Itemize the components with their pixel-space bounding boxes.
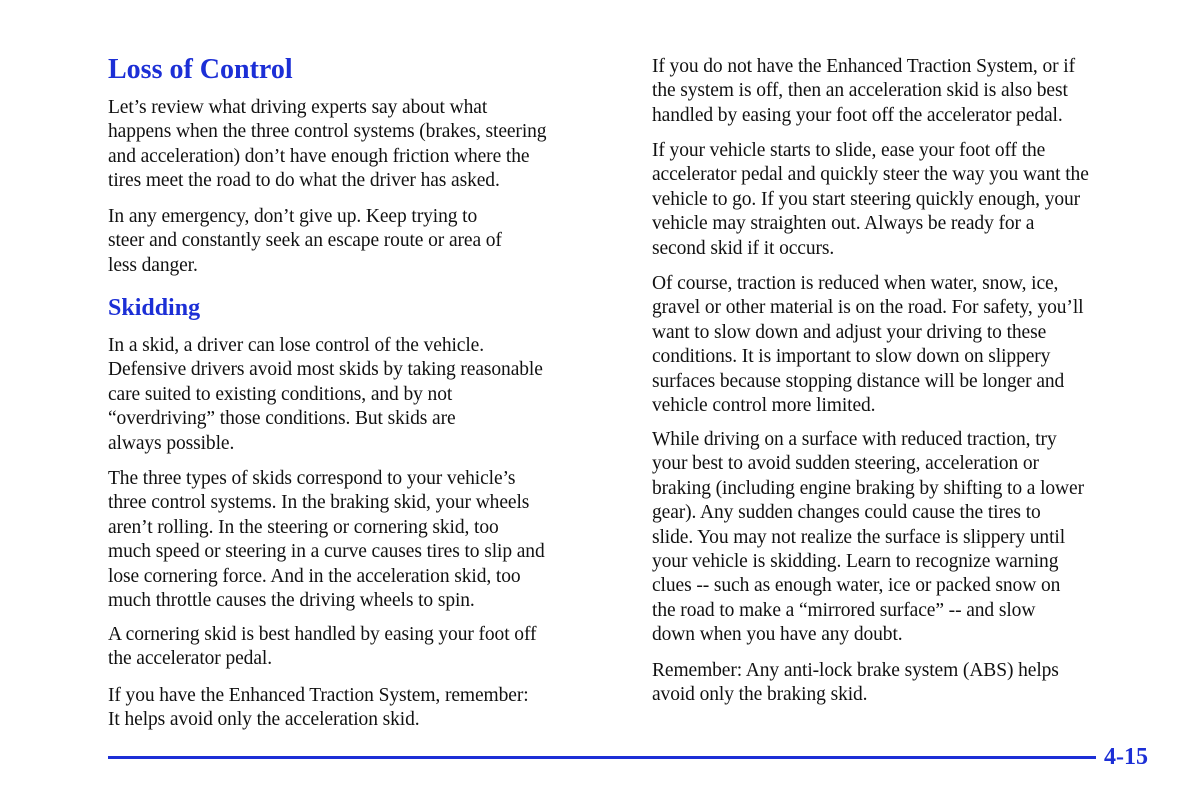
text-line: surfaces because stopping distance will be longer and [652, 370, 1065, 392]
road-conditions-paragraph [652, 272, 1083, 418]
text-line: While driving on a surface with reduced traction, try [652, 429, 1057, 450]
text-line: gear). Any sudden changes could cause the tires to [652, 502, 1041, 524]
slide-paragraph [652, 139, 1089, 261]
text-line: If you have the Enhanced Traction System, remember: [108, 685, 529, 706]
text-line: accelerator pedal and quickly steer the way you want the [652, 164, 1089, 186]
text-line: Of course, traction is reduced when water, snow, ice, [652, 273, 1059, 294]
skid-paragraph [108, 334, 543, 456]
text-line: vehicle control more limited. [652, 395, 876, 417]
text-line: A cornering skid is best handled by easing your foot off [108, 624, 537, 645]
text-line: conditions. It is important to slow down on slippery [652, 346, 1051, 368]
text-line: lose cornering force. And in the acceleration skid, too [108, 565, 521, 587]
text-line: Let’s review what driving experts say about what [108, 97, 488, 118]
emergency-paragraph [108, 205, 502, 278]
subsection-heading: Skidding [108, 295, 201, 321]
intro-paragraph [108, 96, 546, 194]
abs-paragraph [652, 659, 1059, 708]
text-line: braking (including engine braking by shifting to a lower [652, 477, 1084, 499]
text-line: and acceleration) don’t have enough friction where the [108, 145, 530, 167]
text-line: second skid if it occurs. [652, 237, 835, 259]
text-line: slide. You may not realize the surface is slippery until [652, 526, 1066, 548]
text-line: care suited to existing conditions, and by not [108, 383, 453, 405]
text-line: If you do not have the Enhanced Traction System, or if [652, 56, 1075, 77]
text-line: Defensive drivers avoid most skids by taking reasonable [108, 359, 543, 381]
text-line: vehicle to go. If you start steering quickly enough, your [652, 188, 1081, 210]
reduced-traction-paragraph [652, 428, 1084, 648]
text-line: handled by easing your foot off the accelerator pedal. [652, 104, 1063, 126]
text-line: happens when the three control systems (brakes, steering [108, 121, 547, 143]
text-line: vehicle may straighten out. Always be ready for a [652, 213, 1035, 235]
skid-types-paragraph [108, 467, 545, 613]
text-line: down when you have any doubt. [652, 624, 903, 646]
text-line: avoid only the braking skid. [652, 684, 868, 706]
text-line: aren’t rolling. In the steering or cornering skid, too [108, 516, 499, 538]
text-line: the road to make a “mirrored surface” -- and slow [652, 599, 1036, 621]
text-line: your vehicle is skidding. Learn to recognize warning [652, 551, 1059, 573]
text-line: much throttle causes the driving wheels to spin. [108, 590, 475, 612]
traction-system-paragraph [108, 684, 529, 733]
text-line: The three types of skids correspond to your vehicle’s [108, 468, 516, 489]
text-line: three control systems. In the braking skid, your wheels [108, 492, 530, 514]
no-traction-system-paragraph [652, 55, 1075, 128]
text-line: “overdriving” those conditions. But skids are [108, 408, 456, 430]
text-line: If your vehicle starts to slide, ease your foot off the [652, 140, 1046, 161]
text-line: Remember: Any anti-lock brake system (ABS) helps [652, 660, 1059, 681]
text-line: clues -- such as enough water, ice or packed snow on [652, 575, 1061, 597]
text-line: always possible. [108, 432, 235, 454]
text-line: your best to avoid sudden steering, acceleration or [652, 453, 1039, 475]
footer-rule [108, 756, 1096, 759]
text-line: the system is off, then an acceleration skid is also best [652, 80, 1068, 102]
text-line: In a skid, a driver can lose control of the vehicle. [108, 335, 484, 356]
text-line: It helps avoid only the acceleration skid. [108, 709, 420, 731]
text-line: tires meet the road to do what the driver has asked. [108, 170, 500, 192]
text-line: steer and constantly seek an escape route or area of [108, 230, 502, 252]
section-heading: Loss of Control [108, 54, 293, 85]
text-line: want to slow down and adjust your driving to these [652, 321, 1047, 343]
cornering-paragraph [108, 623, 536, 672]
text-line: the accelerator pedal. [108, 648, 272, 670]
page-number: 4-15 [1104, 744, 1148, 770]
text-line: gravel or other material is on the road. For safety, you’ll [652, 297, 1084, 319]
text-line: less danger. [108, 254, 198, 276]
text-line: In any emergency, don’t give up. Keep trying to [108, 206, 478, 227]
text-line: much speed or steering in a curve causes tires to slip and [108, 541, 545, 563]
